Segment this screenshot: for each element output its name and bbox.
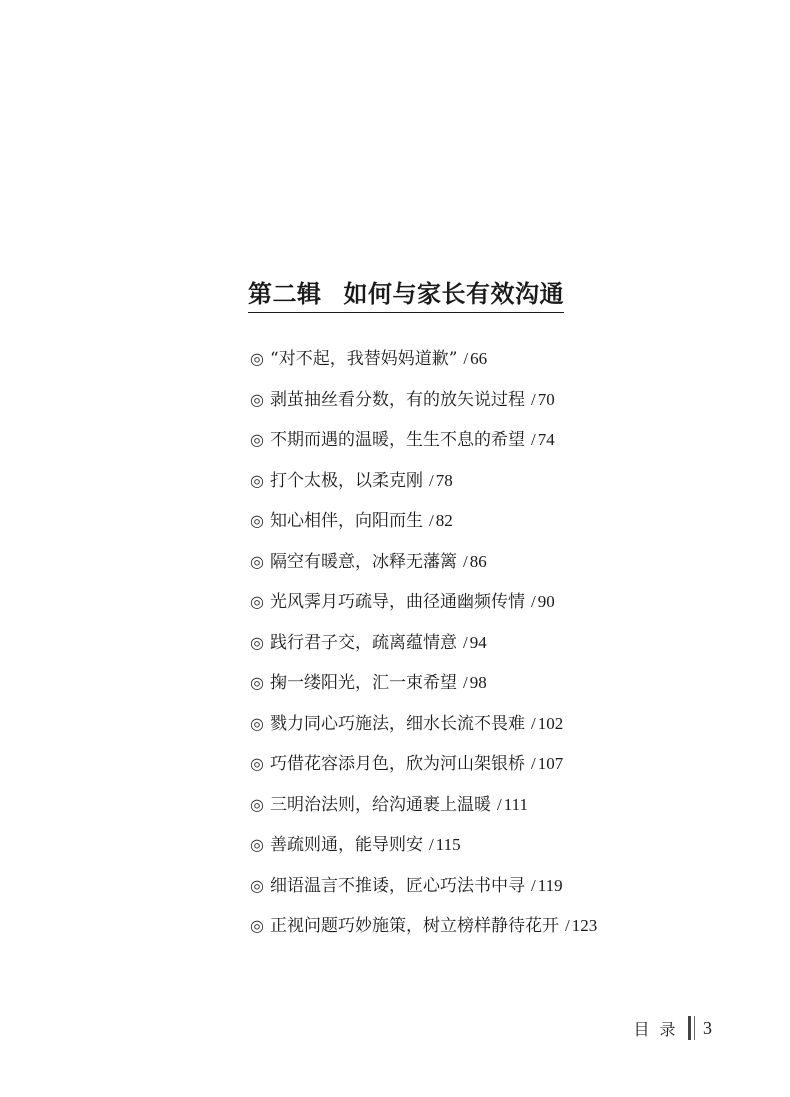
bullet-icon: ◎	[250, 430, 264, 449]
toc-entry-separator: /	[531, 389, 536, 409]
toc-entry-title: 戮力同心巧施法，细水长流不畏难	[270, 713, 525, 734]
toc-entry-separator: /	[463, 632, 468, 652]
bullet-icon: ◎	[250, 511, 264, 530]
toc-entry[interactable]	[250, 630, 597, 671]
toc-entry-page: 90	[537, 592, 555, 611]
page-number: 3	[703, 1017, 712, 1038]
toc-entry[interactable]	[250, 468, 597, 509]
toc-entry[interactable]	[250, 589, 597, 630]
toc-entry-title: 善疏则通，能导则安	[270, 835, 423, 855]
toc-entry[interactable]	[250, 549, 597, 590]
bullet-icon: ◎	[250, 470, 264, 490]
toc-entry-title: 巧借花容添月色，欣为河山架银桥	[270, 754, 525, 774]
toc-entry[interactable]	[250, 832, 597, 873]
bullet-icon: ◎	[250, 551, 264, 571]
bullet-icon: ◎	[250, 632, 264, 652]
toc-entry[interactable]	[250, 913, 597, 954]
toc-entry-separator: /	[463, 673, 468, 692]
toc-entry[interactable]	[250, 427, 597, 468]
toc-entry-separator: /	[565, 916, 570, 935]
toc-entry[interactable]	[250, 711, 597, 752]
toc-entry[interactable]	[250, 508, 597, 549]
bullet-icon: ◎	[250, 875, 264, 895]
toc-entry-separator: /	[531, 592, 536, 611]
bullet-icon: ◎	[250, 673, 264, 692]
toc-entry-title: 不期而遇的温暖，生生不息的希望	[270, 430, 525, 450]
toc-entry[interactable]	[250, 751, 597, 792]
toc-entry-page: 74	[537, 430, 555, 449]
bullet-icon: ◎	[250, 794, 264, 814]
footer-divider-bars	[688, 1016, 696, 1040]
toc-entry-separator: /	[531, 430, 536, 449]
toc-entry-separator: /	[463, 349, 469, 368]
toc-entry-page: 94	[469, 632, 487, 652]
toc-entry-page: 102	[537, 713, 564, 733]
toc-entry-separator: /	[531, 754, 536, 773]
toc-entry-title: “对不起，我替妈妈道歉”	[270, 349, 458, 369]
toc-entry-page: 111	[503, 794, 528, 814]
toc-entry-title: 知心相伴，向阳而生	[270, 511, 423, 531]
toc-entry-title: 光风霁月巧疏导，曲径通幽频传情	[270, 592, 525, 612]
toc-entry-page: 66	[470, 349, 488, 368]
bullet-icon: ◎	[250, 835, 264, 854]
toc-entry-separator: /	[429, 835, 434, 854]
toc-entry[interactable]	[250, 346, 597, 387]
toc-entry-page: 119	[537, 875, 563, 895]
bullet-icon: ◎	[250, 754, 264, 773]
bullet-icon: ◎	[250, 349, 264, 368]
toc-entry-separator: /	[463, 551, 468, 571]
toc-entry-title: 剥茧抽丝看分数，有的放矢说过程	[270, 389, 525, 410]
bullet-icon: ◎	[250, 592, 264, 611]
toc-entry-title: 掬一缕阳光，汇一束希望	[270, 673, 457, 693]
toc-list	[250, 346, 597, 954]
toc-entry[interactable]	[250, 873, 597, 914]
toc-entry-title: 细语温言不推诿，匠心巧法书中寻	[270, 875, 525, 896]
toc-entry-title: 正视问题巧妙施策，树立榜样静待花开	[270, 916, 559, 936]
bullet-icon: ◎	[250, 389, 264, 409]
toc-entry-page: 98	[469, 673, 487, 692]
toc-entry-page: 86	[469, 551, 487, 571]
bullet-icon: ◎	[250, 916, 264, 935]
toc-entry-page: 82	[435, 511, 453, 530]
section-title-text: 如何与家长有效沟通	[343, 279, 564, 308]
page-footer	[633, 1016, 712, 1040]
toc-entry[interactable]	[250, 387, 597, 428]
toc-entry-separator: /	[429, 511, 434, 530]
section-title	[248, 279, 564, 313]
toc-entry-page: 70	[537, 389, 555, 409]
toc-entry-title: 三明治法则，给沟通裹上温暖	[270, 794, 491, 815]
toc-entry[interactable]	[250, 792, 597, 833]
toc-entry-separator: /	[497, 794, 502, 814]
toc-entry-page: 107	[537, 754, 564, 773]
bullet-icon: ◎	[250, 713, 264, 733]
toc-entry-page: 123	[571, 916, 598, 935]
toc-entry-separator: /	[531, 875, 536, 895]
toc-entry-separator: /	[429, 470, 434, 490]
toc-entry-title: 践行君子交，疏离蕴情意	[270, 632, 457, 653]
section-part-label: 第二辑	[248, 279, 322, 308]
toc-entry-title: 打个太极，以柔克刚	[270, 470, 423, 491]
footer-label: 目录	[633, 1019, 686, 1039]
toc-entry-separator: /	[531, 713, 536, 733]
toc-entry-title: 隔空有暖意，冰释无藩篱	[270, 551, 457, 572]
toc-entry-page: 115	[435, 835, 461, 854]
toc-entry[interactable]	[250, 670, 597, 711]
toc-entry-page: 78	[435, 470, 453, 490]
